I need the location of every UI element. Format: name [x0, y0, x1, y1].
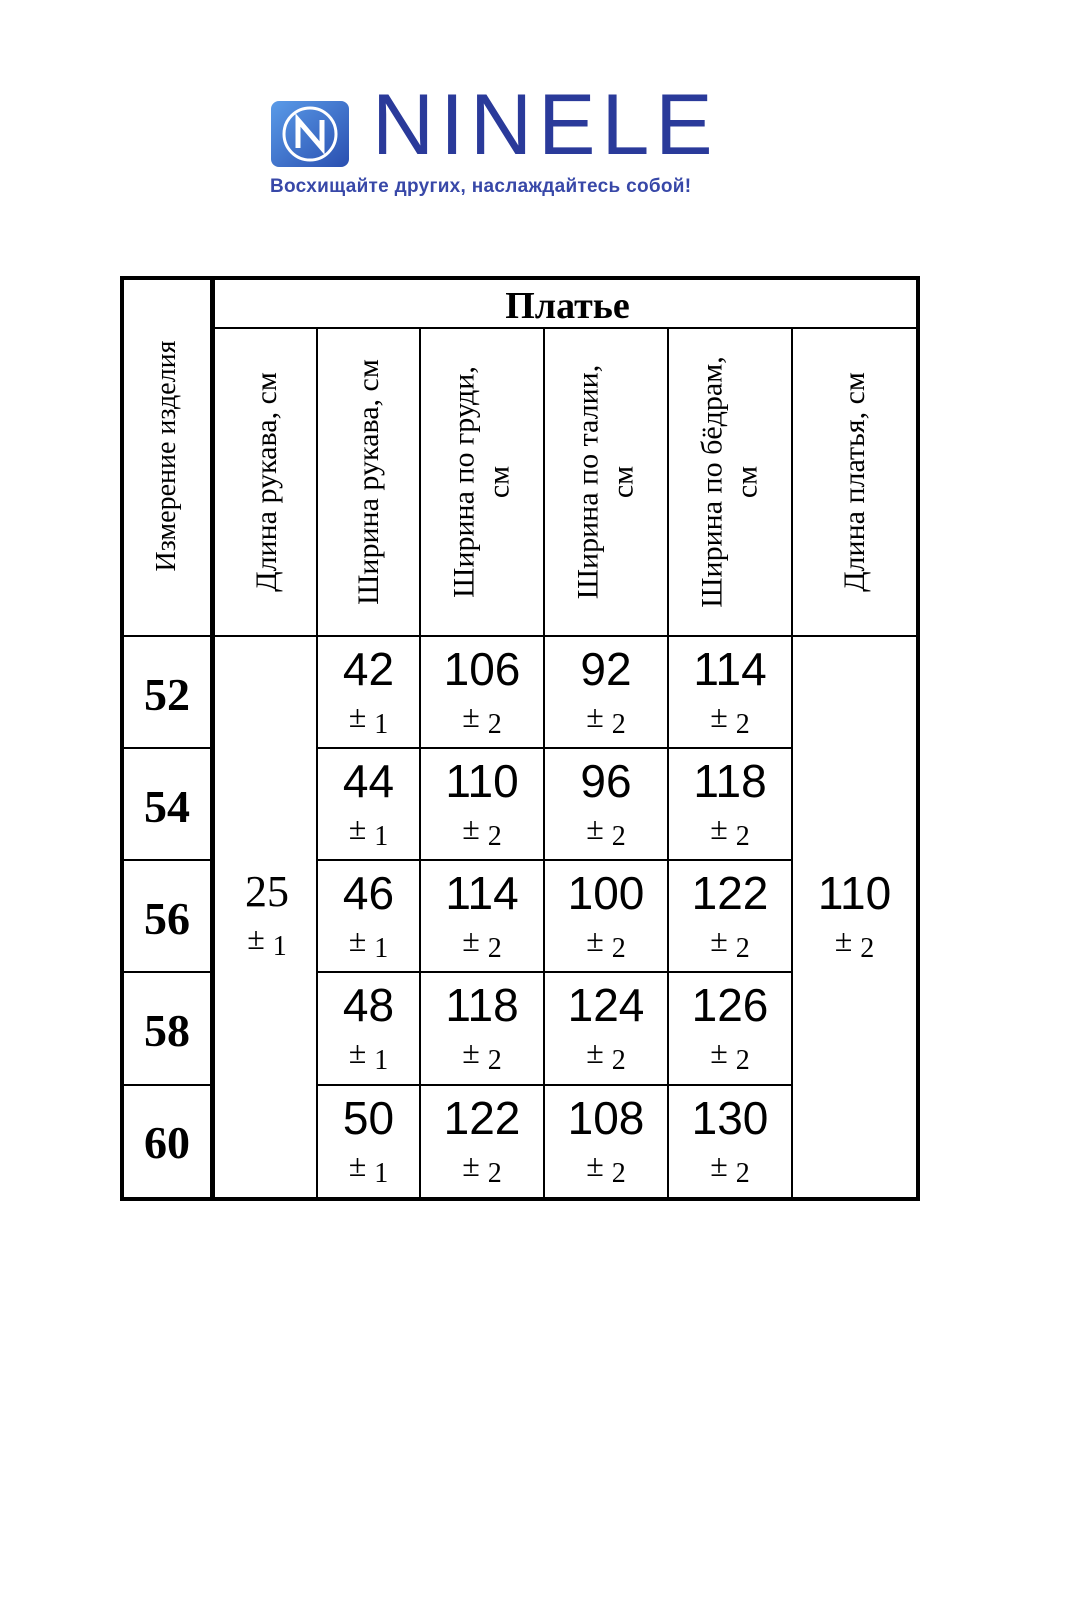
table-divider [124, 1084, 210, 1086]
table-cell: 118 ± 2 [693, 755, 767, 852]
column-header: Ширина рукава, см [351, 359, 385, 605]
table-divider [318, 1084, 793, 1086]
table-cell: 44 ± 1 [342, 755, 395, 852]
table-border [916, 276, 920, 1201]
column-header: Длина платья, см [837, 372, 871, 592]
table-cell: 124 ± 2 [567, 979, 645, 1076]
brand-tagline: Восхищайте других, наслаждайтесь собой! [270, 176, 692, 197]
column-header: Длина рукава, см [249, 372, 283, 592]
brand-name: NINELE [372, 77, 719, 173]
dress-length-cell: 110 ± 2 [817, 867, 892, 964]
table-cell: 100 ± 2 [567, 867, 645, 964]
table-cell: 122 ± 2 [691, 867, 769, 964]
group-header: Платье [505, 285, 630, 327]
table-cell: 42 ± 1 [342, 643, 395, 740]
table-cell: 96 ± 2 [580, 755, 632, 852]
table-border [120, 1197, 920, 1201]
table-divider [124, 971, 210, 973]
table-cell: 118 ± 2 [445, 979, 519, 1076]
table-divider [318, 859, 793, 861]
table-cell: 48 ± 1 [342, 979, 395, 1076]
table-cell: 126 ± 2 [691, 979, 769, 1076]
table-cell: 46 ± 1 [342, 867, 395, 964]
table-cell: 122 ± 2 [443, 1092, 521, 1189]
size-label: 60 [144, 1117, 190, 1168]
table-cell: 114 ± 2 [445, 867, 519, 964]
table-divider [210, 276, 215, 1201]
column-header: Ширина по талии, см [571, 364, 639, 600]
size-label: 52 [144, 669, 190, 720]
table-cell: 108 ± 2 [567, 1092, 645, 1189]
size-label: 54 [144, 781, 190, 832]
table-cell: 50 ± 1 [342, 1092, 395, 1189]
column-header: Ширина по бёдрам, см [695, 356, 763, 608]
size-table [120, 276, 920, 1201]
row-header: Измерение изделия [150, 340, 182, 572]
ninele-logo-icon [270, 100, 350, 168]
table-divider [318, 747, 793, 749]
table-cell: 130 ± 2 [691, 1092, 769, 1189]
column-header: Ширина по груди, см [447, 366, 515, 598]
table-cell: 106 ± 2 [443, 643, 521, 740]
size-label: 56 [144, 893, 190, 944]
table-divider [124, 747, 210, 749]
table-divider [318, 971, 793, 973]
table-cell: 92 ± 2 [580, 643, 632, 740]
table-cell: 110 ± 2 [445, 755, 519, 852]
size-label: 58 [144, 1005, 190, 1056]
table-divider [791, 329, 793, 1199]
brand-logo [270, 77, 790, 216]
table-cell: 114 ± 2 [693, 643, 767, 740]
table-divider [124, 859, 210, 861]
sleeve-length-cell: 25 ± 1 [245, 867, 289, 962]
table-border [120, 276, 124, 1201]
table-divider [124, 635, 916, 637]
table-border [120, 276, 920, 280]
